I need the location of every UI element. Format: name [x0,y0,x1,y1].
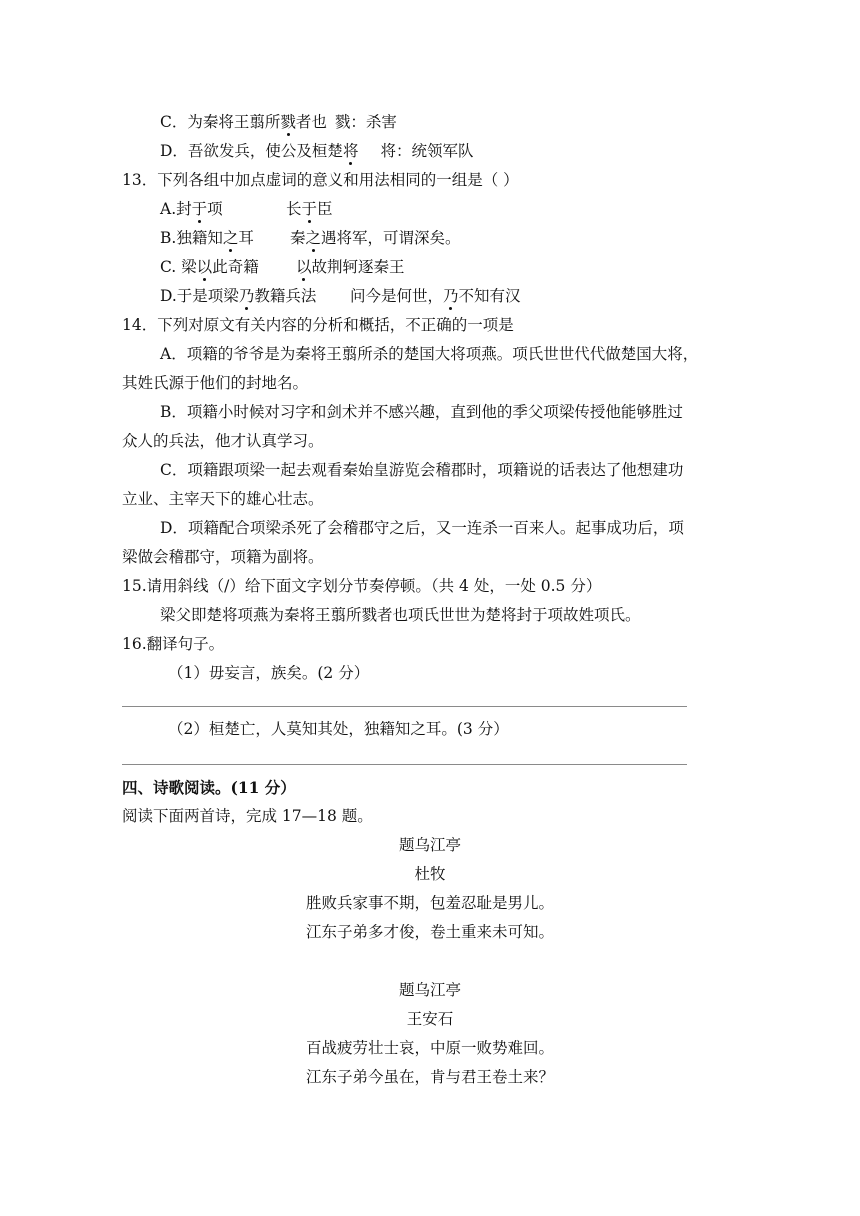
q13-b-right: 秦 [290,229,306,247]
q13-option-a [160,199,333,221]
emphasis-char: 戮 [280,113,296,131]
q13-stem: 13．下列各组中加点虚词的意义和用法相同的一组是（ ） [122,171,519,189]
q16-sentence-2: （2）桓楚亡，人莫知其处，独籍知之耳。(3 分） [168,720,509,738]
q14-option-c-line1: C．项籍跟项梁一起去观看秦始皇游览会稽郡时，项籍说的话表达了他想建功 [160,461,684,479]
q14-option-a-line1: A．项籍的爷爷是为秦将王翦所杀的楚国大将项燕。项氏世世代代做楚国大将， [160,345,699,363]
q13-option-b [160,228,461,250]
q12-d-gloss: 将：统领军队 [380,142,474,160]
q13-a-left: A.封 [160,200,192,218]
poem2-line-1: 百战疲劳壮士哀，中原一败势难回。 [305,1039,554,1057]
q15-text: 梁父即楚将项燕为秦将王翦所戮者也项氏世世为楚将封于项故姓项氏。 [160,606,641,624]
emphasis-char: 于 [301,200,318,218]
q12-option-d [160,141,473,163]
q13-b-right-end: 遇将军，可谓深矣。 [321,229,461,247]
q12-d-text: D．吾欲发兵，使公及桓楚 [160,142,343,160]
q13-a-right: 长 [286,200,302,218]
poem1-line-1: 胜败兵家事不期，包羞忍耻是男儿。 [305,894,554,912]
poem1-title: 题乌江亭 [398,836,461,854]
q12-option-c [160,112,397,134]
q13-option-d [160,286,521,308]
section-title: 四、诗歌阅读。(11 分） [122,778,296,797]
q13-d-right: 问今是何世， [350,287,444,305]
q12-c-text: C．为秦将王翦所 [160,113,281,131]
poem1-author: 杜牧 [414,865,446,883]
poem1-line-2: 江东子弟多才俊，卷土重来未可知。 [305,923,554,941]
q14-option-b-line1: B．项籍小时候对习字和剑术并不感兴趣，直到他的季父项梁传授他能够胜过 [160,403,683,421]
answer-line-2[interactable] [122,764,687,765]
q14-option-d-line2: 梁做会稽郡守，项籍为副将。 [122,548,324,566]
emphasis-char: 于 [191,200,208,218]
emphasis-char: 乃 [443,287,459,305]
q13-c-left: C. 梁 [160,258,197,276]
q13-d-left: D.于是项梁 [160,287,239,305]
q16-stem: 16.翻译句子。 [122,635,225,653]
section-intro: 阅读下面两首诗，完成 17—18 题。 [122,807,373,825]
q13-a-right-end: 臣 [317,200,333,218]
q12-c-text-end: 者也 [295,113,327,131]
q13-c-right-end: 故荆轲逐秦王 [311,258,405,276]
q14-stem: 14．下列对原文有关内容的分析和概括，不正确的一项是 [122,316,514,334]
q13-c-left-end: 此奇籍 [212,258,259,276]
q14-option-a-line2: 其姓氏源于他们的封地名。 [122,374,309,392]
q13-b-left-end: 耳 [238,229,254,247]
poem2-title: 题乌江亭 [398,981,461,999]
poem2-line-2: 江东子弟今虽在，肯与君王卷土来？ [305,1068,554,1086]
q13-d-right-end: 不知有汉 [458,287,521,305]
q14-option-d-line1: D．项籍配合项梁杀死了会稽郡守之后，又一连杀一百来人。起事成功后，项 [160,519,684,537]
q13-option-c [160,257,405,279]
emphasis-char: 乃 [238,287,255,305]
q13-b-left: B.独籍知 [160,229,223,247]
q12-c-gloss: 戮：杀害 [334,113,397,131]
emphasis-char: 将 [342,142,359,160]
emphasis-char: 以 [196,258,213,276]
q16-sentence-1: （1）毋妄言，族矣。(2 分） [168,664,370,682]
poem2-author: 王安石 [406,1010,454,1028]
q14-option-b-line2: 众人的兵法，他才认真学习。 [122,432,324,450]
q13-a-left-end: 项 [207,200,223,218]
answer-line-1[interactable] [122,706,687,707]
emphasis-char: 之 [222,229,239,247]
q15-stem: 15.请用斜线（/）给下面文字划分节奏停顿。（共 4 处，一处 0.5 分） [122,577,602,595]
emphasis-char: 之 [305,229,322,247]
emphasis-char: 以 [296,258,312,276]
q13-d-left-end: 教籍兵法 [254,287,317,305]
q14-option-c-line2: 立业、主宰天下的雄心壮志。 [122,490,324,508]
